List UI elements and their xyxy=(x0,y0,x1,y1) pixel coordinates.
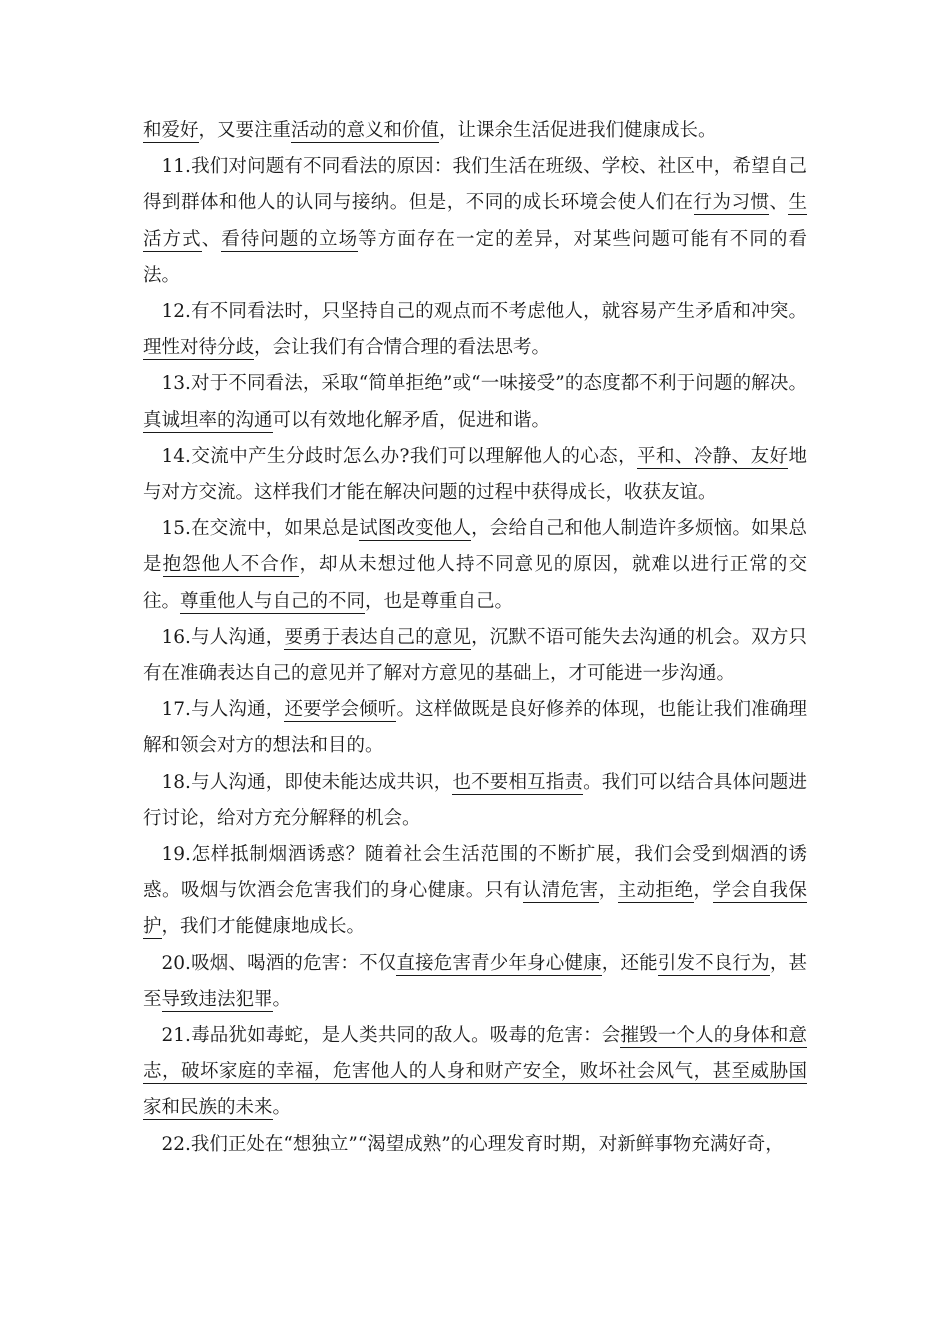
text-segment: ，让课余生活促进我们健康成长。 xyxy=(439,120,717,141)
underlined-key-phrase: 学会自我保护 xyxy=(143,880,807,938)
text-segment: 、 xyxy=(769,192,789,214)
underlined-key-phrase: 生活方式 xyxy=(143,192,807,250)
text-segment: 20.吸烟、喝酒的危害：不仅 xyxy=(161,952,397,974)
text-segment: 16.与人沟通， xyxy=(161,626,285,648)
text-segment: 地与对方交流。这样我们才能在解决问题的过程中获得成长，收获友谊。 xyxy=(143,445,807,504)
underlined-key-phrase: 真诚坦率的沟通 xyxy=(143,409,273,431)
underlined-key-phrase: 尊重他人与自己的不同 xyxy=(180,590,366,612)
underlined-key-phrase: 和爱好 xyxy=(143,120,199,141)
paragraph-p14 xyxy=(143,439,807,511)
paragraph-p17 xyxy=(143,692,807,764)
paragraph-p16 xyxy=(143,620,807,692)
text-segment: 17.与人沟通， xyxy=(161,699,285,721)
text-segment: 22.我们正处在“想独立”“渴望成熟”的心理发育时期，对新鲜事物充满好奇， xyxy=(161,1133,784,1155)
text-segment: ，还能 xyxy=(601,952,658,974)
text-segment: 等方面存在一定的差异，对某些问题可能有不同的看法。 xyxy=(143,228,807,286)
text-segment: ， xyxy=(693,880,713,902)
paragraph-p21 xyxy=(143,1018,807,1127)
text-segment: ，会让我们有合情合理的看法思考。 xyxy=(254,337,551,359)
text-segment: 可以有效地化解矛盾，促进和谐。 xyxy=(272,409,551,431)
paragraph-p11 xyxy=(143,149,807,294)
text-segment: ，甚至 xyxy=(143,952,807,1010)
underlined-key-phrase: 摧毁一个人的身体和意志，破坏家庭的幸福，危害他人的人身和财产安全，败坏社会风气，甚至威胁国家和民族的未来 xyxy=(143,1025,807,1119)
paragraph-p10-cont xyxy=(143,113,807,149)
underlined-key-phrase: 平和、冷静、友好 xyxy=(637,445,789,467)
underlined-key-phrase: 试图改变他人 xyxy=(359,518,472,540)
text-body xyxy=(143,113,807,1163)
underlined-key-phrase: 看待问题的立场 xyxy=(221,228,359,250)
paragraph-p19 xyxy=(143,837,807,946)
text-segment: 12.有不同看法时，只坚持自己的观点而不考虑他人，就容易产生矛盾和冲突。 xyxy=(161,301,807,323)
underlined-key-phrase: 行为习惯 xyxy=(693,192,770,214)
underlined-key-phrase: 理性对待分歧 xyxy=(143,337,255,359)
text-segment: 、 xyxy=(201,228,222,250)
text-segment: ，却从未想过他人持不同意见的原因，就难以进行正常的交往。 xyxy=(143,554,807,612)
underlined-key-phrase: 抱怨他人不合作 xyxy=(162,554,300,576)
text-segment: ，会给自己和他人制造许多烦恼。如果总是 xyxy=(143,518,807,576)
text-segment: 21.毒品犹如毒蛇，是人类共同的敌人。吸毒的危害：会 xyxy=(161,1025,621,1047)
underlined-key-phrase: 要勇于表达自己的意见 xyxy=(284,626,472,648)
text-segment: ，又要注重 xyxy=(198,120,292,141)
paragraph-p12 xyxy=(143,294,807,366)
underlined-key-phrase: 还要学会倾听 xyxy=(284,699,397,721)
text-segment: 。 xyxy=(272,1097,292,1119)
text-segment: 11.我们对问题有不同看法的原因：我们生活在班级、学校、社区中，希望自己得到群体和他人的认同与接纳。但是，不同的成长环境会使人们在 xyxy=(143,156,807,214)
text-segment: ， xyxy=(598,880,618,902)
text-segment: 19.怎样抵制烟酒诱惑？随着社会生活范围的不断扩展，我们会受到烟酒的诱惑。吸烟与饮酒会危害我们的身心健康。只有 xyxy=(143,844,807,902)
underlined-key-phrase: 也不要相互指责 xyxy=(452,771,584,793)
text-segment: 15.在交流中，如果总是 xyxy=(161,518,360,540)
underlined-key-phrase: 认清危害 xyxy=(522,880,599,902)
underlined-key-phrase: 引发不良行为 xyxy=(657,952,770,974)
text-segment: 18.与人沟通，即使未能达成共识， xyxy=(161,771,453,793)
underlined-key-phrase: 直接危害青少年身心健康 xyxy=(396,952,602,974)
text-segment: 。这样做既是良好修养的体现，也能让我们准确理解和领会对方的想法和目的。 xyxy=(143,699,807,757)
paragraph-p13 xyxy=(143,366,807,438)
paragraph-p15 xyxy=(143,511,807,620)
text-segment: ，也是尊重自己。 xyxy=(365,590,514,612)
paragraph-p20 xyxy=(143,946,807,1018)
text-segment: ，沉默不语可能失去沟通的机会。双方只有在准确表达自己的意见并了解对方意见的基础上，才可能进一步沟通。 xyxy=(143,626,807,685)
paragraph-p22 xyxy=(143,1127,807,1163)
text-segment: 14.交流中产生分歧时怎么办?我们可以理解他人的心态， xyxy=(161,445,638,467)
underlined-key-phrase: 导致违法犯罪 xyxy=(161,988,273,1010)
underlined-key-phrase: 主动拒绝 xyxy=(617,880,694,902)
text-segment: 。 xyxy=(272,988,292,1010)
underlined-key-phrase: 活动的意义和价值 xyxy=(291,120,440,141)
text-segment: 13.对于不同看法，采取“简单拒绝”或“一味接受”的态度都不利于问题的解决。 xyxy=(161,373,807,395)
text-segment: 。我们可以结合具体问题进行讨论，给对方充分解释的机会。 xyxy=(143,771,807,829)
text-segment: ，我们才能健康地成长。 xyxy=(161,916,366,938)
paragraph-p18 xyxy=(143,765,807,837)
